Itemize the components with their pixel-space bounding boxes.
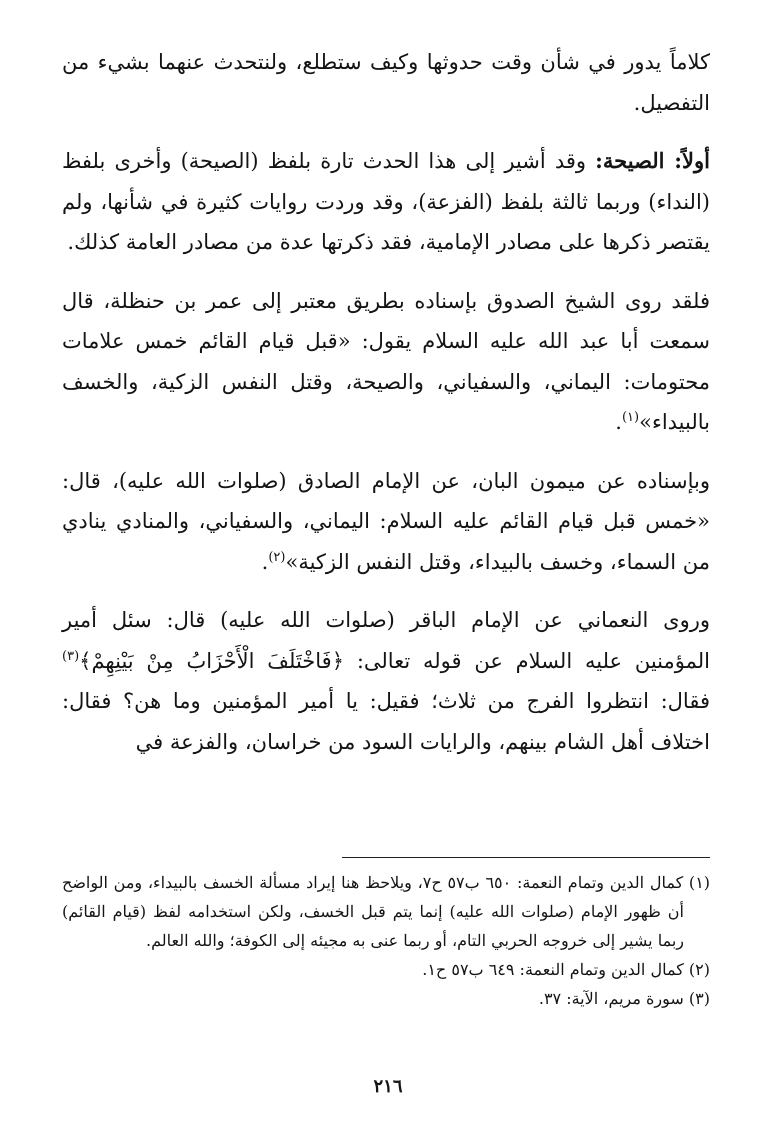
section-heading: أولاً: الصيحة: [595,148,710,173]
footnotes [62,868,710,1013]
footnote-ref-3[interactable]: (٣) [62,648,80,664]
footnote-1: (١) كمال الدين وتمام النعمة: ٦٥٠ ب٥٧ ح٧، ويلاحظ هنا إيراد مسألة الخسف بالبيداء، ومن الواضح أن ظهور الإمام (صلوات الله عليه) إنما يتم قبل الخسف، ولكن استخدامه لفظ (قيام القائم) ربما يشير إلى خروجه الحربي التام، أو ربما عنى به مجيئه إلى الكوفة؛ والله العالم. [62,873,711,950]
paragraph-numani-text-b: فقال: انتظروا الفرج من ثلاث؛ فقيل: يا أمير المؤمنين وما هن؟ فقال: اختلاف أهل الشام بينهم، والرايات السود من خراسان، والفزعة في [62,689,710,754]
paragraph-intro-text: كلاماً يدور في شأن وقت حدوثها وكيف ستطلع، ولنتحدث عنهما بشيء من التفصيل. [62,50,710,115]
section-heading-text: وقد أشير إلى هذا الحدث تارة بلفظ (الصيحة) وأخرى بلفظ (النداء) وربما ثالثة بلفظ (الفزعة)، وقد وردت روايات كثيرة في شأنها، ولم يقتصر ذكرها على مصادر الإمامية، فقد ذكرتها عدة من مصادر العامة كذلك. [62,149,710,254]
paragraph-saduq-end: . [615,410,622,434]
paragraph-saduq-text: فلقد روى الشيخ الصدوق بإسناده بطريق معتبر إلى عمر بن حنظلة، قال سمعت أبا عبد الله عليه السلام يقول: «قبل قيام القائم خمس علامات محتومات: اليماني، والسفياني، والصيحة، وقتل النفس الزكية، والخسف بالبيداء» [62,288,710,434]
footnote-2: (٢) كمال الدين وتمام النعمة: ٦٤٩ ب٥٧ ح١. [422,960,710,979]
paragraph-section-heading [62,141,710,263]
paragraph-maymun-end: . [261,549,269,574]
footnote-ref-2[interactable]: (٢) [268,549,286,565]
paragraph-saduq [62,281,710,443]
footnote-3: (٣) سورة مريم، الآية: ٣٧. [538,989,710,1008]
footnote-ref-1[interactable]: (١) [621,410,640,425]
footnote-divider [342,857,710,858]
paragraph-numani-text-a: وروى النعماني عن الإمام الباقر (صلوات الله عليه) قال: سئل أمير المؤمنين عليه السلام عن قوله تعالى: ﴿فَاخْتَلَفَ الْأَحْزَابُ مِنْ بَيْنِهِمْ﴾ [62,608,710,673]
paragraph-intro [62,42,710,123]
paragraph-numani [62,600,710,762]
paragraph-maymun [62,461,710,583]
main-text [62,42,710,762]
paragraph-maymun-text: وبإسناده عن ميمون البان، عن الإمام الصادق (صلوات الله عليه)، قال: «خمس قبل قيام القائم عليه السلام: اليماني، والسفياني، والمنادي ينادي من السماء، وخسف بالبيداء، وقتل النفس الزكية» [62,468,710,574]
page-number: ٢١٦ [373,1076,403,1097]
